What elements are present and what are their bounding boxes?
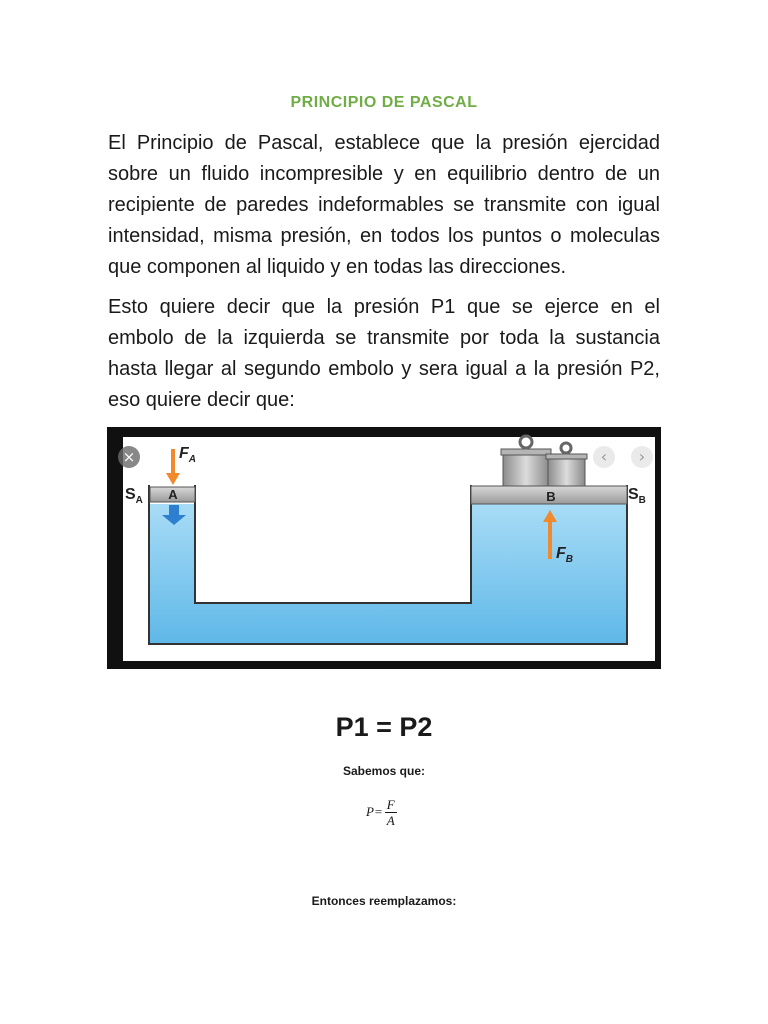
document-title: PRINCIPIO DE PASCAL bbox=[290, 94, 478, 111]
equation-p1-equals-p2: P1 = P2 bbox=[335, 712, 433, 742]
formula-fraction bbox=[385, 797, 397, 828]
paragraph-explanation: Esto quiere decir que la presión P1 que se ejerce en el embolo de la izquierda se transmite por toda la sustancia hasta llegar al segundo embolo y sera igual a la presión P2, eso quiere decir que: bbox=[108, 296, 660, 411]
weight-large bbox=[503, 453, 549, 486]
pressure-formula bbox=[366, 792, 397, 832]
entonces-label: Entonces reemplazamos: bbox=[311, 894, 457, 908]
formula-equals: = bbox=[373, 804, 383, 819]
force-b-label: $F_B$ bbox=[556, 545, 574, 565]
pascal-diagram bbox=[107, 427, 661, 669]
close-icon: × bbox=[122, 448, 136, 466]
surface-a-label: $S_A$ bbox=[125, 486, 143, 506]
chevron-right-icon: › bbox=[638, 447, 646, 466]
formula-numerator: F bbox=[386, 796, 395, 812]
sabemos-label: Sabemos que: bbox=[342, 764, 426, 778]
weight-large-cap bbox=[501, 449, 551, 455]
surface-b-label: $S_B$ bbox=[628, 486, 646, 506]
formula-lhs: P bbox=[366, 804, 374, 819]
piston-b-label: B bbox=[546, 489, 556, 504]
piston-a-label: A bbox=[168, 487, 178, 502]
formula-denominator: A bbox=[386, 812, 395, 828]
weight-small-cap bbox=[546, 454, 587, 459]
pressure-arrow-shaft bbox=[169, 505, 179, 516]
chevron-left-icon: ‹ bbox=[600, 447, 608, 466]
force-a-label: $F_A$ bbox=[179, 445, 197, 465]
weight-small bbox=[548, 458, 585, 486]
paragraph-definition: El Principio de Pascal, establece que la presión ejercidad sobre un fluido incompresible y en equilibrio dentro de un recipiente de paredes indeformables se transmite con igual intensidad, misma presión, en todos los puntos o moleculas que componen al liquido y en todas las direcciones. bbox=[108, 132, 660, 278]
pascal-diagram-svg bbox=[107, 427, 661, 669]
